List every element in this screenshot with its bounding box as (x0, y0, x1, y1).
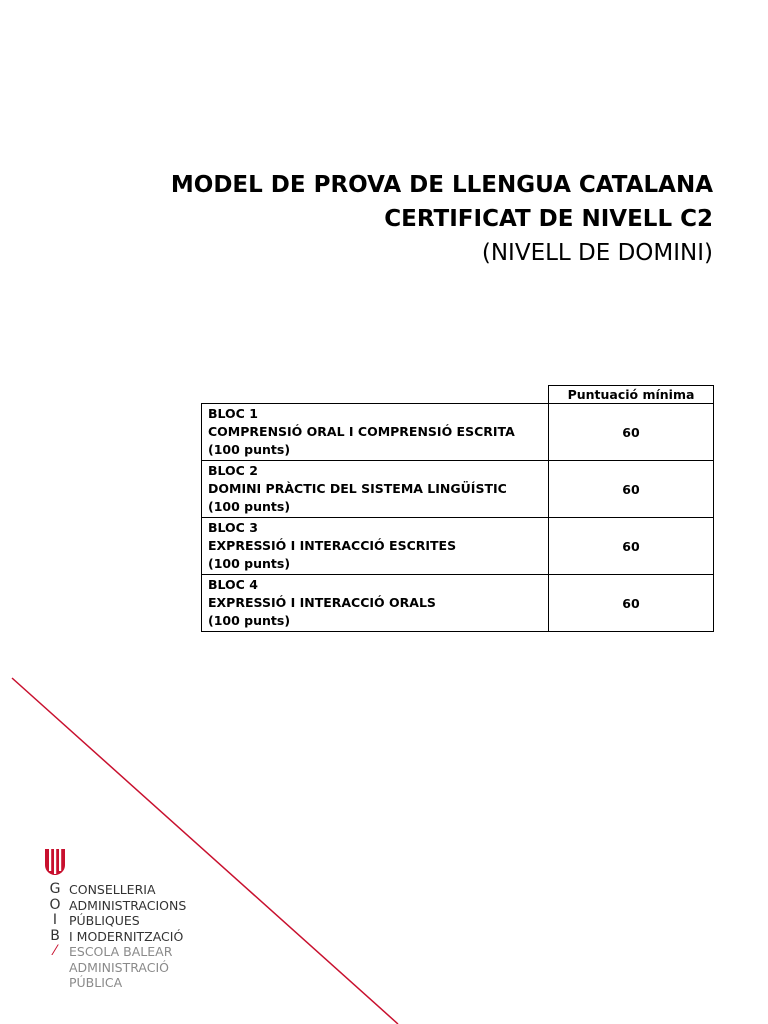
bloc-name: EXPRESSIÓ I INTERACCIÓ ORALS (208, 595, 436, 610)
school-line: ESCOLA BALEAR (69, 944, 173, 959)
goib-letter: B (50, 927, 60, 944)
org-line: I MODERNITZACIÓ (69, 928, 184, 944)
title-line-1: MODEL DE PROVA DE LLENGUA CATALANA (170, 172, 713, 198)
bloc-points: (100 punts) (208, 556, 291, 571)
slash-icon: ⁄ (53, 943, 57, 959)
bloc-description (202, 404, 549, 461)
bloc-name: DOMINI PRÀCTIC DEL SISTEMA LINGÜÍSTIC (208, 481, 507, 496)
table-row (202, 518, 714, 575)
title-line-3: (NIVELL DE DOMINI) (481, 240, 713, 266)
bloc-name: COMPRENSIÓ ORAL I COMPRENSIÓ ESCRITA (208, 424, 515, 439)
bloc-label: BLOC 4 (208, 577, 258, 592)
document-title (171, 168, 713, 270)
table-row (202, 575, 714, 632)
goib-letter: I (52, 912, 58, 928)
school-line: PÚBLICA (69, 975, 123, 990)
bloc-points: (100 punts) (208, 499, 291, 514)
bloc-points: (100 punts) (208, 613, 291, 628)
bloc-min-score: 60 (549, 404, 714, 461)
table-row (202, 404, 714, 461)
bloc-description (202, 461, 549, 518)
bloc-min-score: 60 (549, 575, 714, 632)
goib-letters (46, 882, 64, 960)
bloc-label: BLOC 3 (208, 520, 258, 535)
org-line: PÚBLIQUES (69, 913, 140, 928)
bloc-label: BLOC 1 (208, 406, 258, 421)
score-column-header: Puntuació mínima (549, 386, 714, 404)
organization-name (69, 882, 186, 991)
bloc-points: (100 punts) (208, 442, 291, 457)
goib-letter: O (49, 896, 61, 913)
bloc-name: EXPRESSIÓ I INTERACCIÓ ESCRITES (208, 538, 457, 553)
org-line: CONSELLERIA (69, 882, 156, 897)
bloc-label: BLOC 2 (208, 463, 258, 478)
shield-icon (44, 848, 66, 876)
bloc-min-score: 60 (549, 518, 714, 575)
bloc-min-score: 60 (549, 461, 714, 518)
goib-letter: G (49, 881, 61, 897)
bloc-description (202, 575, 549, 632)
school-line: ADMINISTRACIÓ (69, 959, 170, 975)
title-line-2: CERTIFICAT DE NIVELL C2 (384, 206, 713, 232)
score-table (201, 385, 714, 632)
org-line: ADMINISTRACIONS (69, 897, 187, 913)
bloc-description (202, 518, 549, 575)
table-row (202, 461, 714, 518)
